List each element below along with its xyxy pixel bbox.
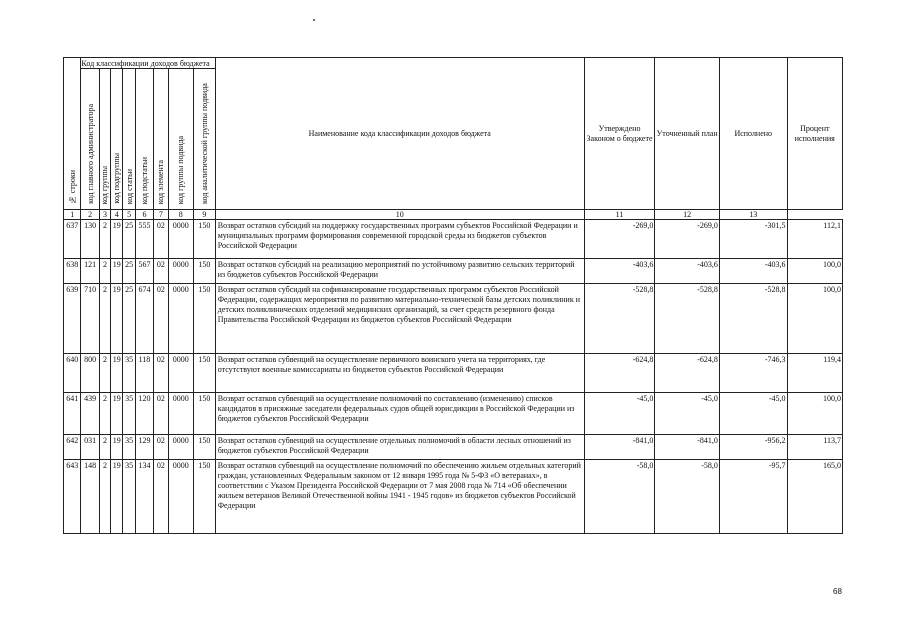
percent-value: 119,4 [787, 354, 842, 393]
code-element: 02 [154, 259, 168, 284]
header-code-admin: код главного администратора [81, 69, 99, 210]
revenue-name: Возврат остатков субвенций на осуществление полномочий по обеспечению жильем отдельных категорий граждан, установленных Федеральным законом от 12 января 1995 года № 5-ФЗ «О ветеранах», в соответствии с Указом Президента Российской Федерации от 7 мая 2008 года № 714 «Об обеспечении жильем ветеранов Великой Отечественной войны 1941 - 1945 годов» из бюджетов субъектов Российской Федерации [215, 460, 584, 534]
row-number: 643 [64, 460, 81, 534]
code-element: 02 [154, 460, 168, 534]
header-code-analytic: код аналитической группы подвида [194, 69, 216, 210]
code-admin: 130 [81, 220, 99, 259]
table-row [64, 259, 843, 284]
page-number: 68 [833, 587, 842, 596]
code-article: 25 [123, 220, 135, 259]
table-row [64, 354, 843, 393]
column-number: 10 [215, 210, 584, 220]
column-number: 9 [194, 210, 216, 220]
refined-value: -841,0 [655, 435, 720, 460]
code-group: 2 [99, 259, 110, 284]
code-subgroup: 19 [111, 220, 123, 259]
code-subarticle: 567 [135, 259, 153, 284]
code-article: 35 [123, 354, 135, 393]
code-analytic: 150 [194, 435, 216, 460]
code-group: 2 [99, 284, 110, 354]
column-number: 12 [655, 210, 720, 220]
row-number: 639 [64, 284, 81, 354]
code-admin: 710 [81, 284, 99, 354]
executed-value: -528,8 [719, 284, 787, 354]
code-admin: 121 [81, 259, 99, 284]
code-article: 35 [123, 435, 135, 460]
header-code-group: Код классификации доходов бюджета [81, 58, 215, 69]
refined-value: -269,0 [655, 220, 720, 259]
code-article: 25 [123, 259, 135, 284]
executed-value: -45,0 [719, 393, 787, 435]
row-number: 638 [64, 259, 81, 284]
code-admin: 800 [81, 354, 99, 393]
code-element: 02 [154, 220, 168, 259]
code-article: 25 [123, 284, 135, 354]
code-analytic: 150 [194, 460, 216, 534]
code-subgroup: 19 [111, 393, 123, 435]
code-subtype: 0000 [168, 460, 194, 534]
column-number: 11 [584, 210, 655, 220]
column-number: 13 [719, 210, 787, 220]
percent-value: 112,1 [787, 220, 842, 259]
table-row [64, 435, 843, 460]
refined-value: -528,8 [655, 284, 720, 354]
code-subtype: 0000 [168, 284, 194, 354]
percent-value: 100,0 [787, 393, 842, 435]
code-group: 2 [99, 393, 110, 435]
row-number: 640 [64, 354, 81, 393]
executed-value: -301,5 [719, 220, 787, 259]
revenue-name: Возврат остатков субсидий на софинансирование государственных программ субъектов Российской Федерации, содержащих мероприятия по развитию материально-технической базы детских поликлиник и детских поликлинических отделений медицинских организаций, за счет средств резервного фонда Правительства Российской Федерации из бюджетов субъектов Российской Федерации [215, 284, 584, 354]
percent-value: 100,0 [787, 284, 842, 354]
table-row [64, 393, 843, 435]
code-article: 35 [123, 393, 135, 435]
code-admin: 148 [81, 460, 99, 534]
approved-value: -528,8 [584, 284, 655, 354]
code-subgroup: 19 [111, 435, 123, 460]
revenue-name: Возврат остатков субсидий на реализацию мероприятий по устойчивому развитию сельских территорий из бюджетов субъектов Российской Федерации [215, 259, 584, 284]
column-number: 5 [123, 210, 135, 220]
code-element: 02 [154, 435, 168, 460]
revenue-name: Возврат остатков субвенций на осуществление отдельных полномочий в области лесных отношений из бюджетов субъектов Российской Федерации [215, 435, 584, 460]
approved-value: -269,0 [584, 220, 655, 259]
executed-value: -95,7 [719, 460, 787, 534]
code-subgroup: 19 [111, 259, 123, 284]
code-subgroup: 19 [111, 354, 123, 393]
scan-speck [313, 19, 315, 21]
header-code-subgroup: код подгруппы [111, 69, 123, 210]
header-code-subtype: код группы подвида [168, 69, 194, 210]
header-code-element: код элемента [154, 69, 168, 210]
refined-value: -45,0 [655, 393, 720, 435]
approved-value: -45,0 [584, 393, 655, 435]
code-article: 35 [123, 460, 135, 534]
code-group: 2 [99, 435, 110, 460]
code-element: 02 [154, 284, 168, 354]
percent-value: 100,0 [787, 259, 842, 284]
table-row [64, 284, 843, 354]
code-analytic: 150 [194, 393, 216, 435]
column-number: 3 [99, 210, 110, 220]
approved-value: -58,0 [584, 460, 655, 534]
table-row [64, 460, 843, 534]
executed-value: -956,2 [719, 435, 787, 460]
refined-value: -403,6 [655, 259, 720, 284]
revenue-name: Возврат остатков субсидий на поддержку государственных программ субъектов Российской Федерации и муниципальных программ формирования современной городской среды из бюджетов субъектов Российской Федерации [215, 220, 584, 259]
executed-value: -746,3 [719, 354, 787, 393]
code-subgroup: 19 [111, 460, 123, 534]
revenue-name: Возврат остатков субвенций на осуществление полномочий по составлению (изменению) списков кандидатов в присяжные заседатели федеральных судов общей юрисдикции в Российской Федерации из бюджетов субъектов Российской Федерации [215, 393, 584, 435]
code-element: 02 [154, 393, 168, 435]
column-number: 4 [111, 210, 123, 220]
code-group: 2 [99, 220, 110, 259]
code-subtype: 0000 [168, 354, 194, 393]
row-number: 641 [64, 393, 81, 435]
column-number: 1 [64, 210, 81, 220]
header-code-subarticle: код подстатьи [135, 69, 153, 210]
header-percent: Процент исполнения [787, 58, 842, 210]
approved-value: -624,8 [584, 354, 655, 393]
code-group: 2 [99, 460, 110, 534]
row-number: 637 [64, 220, 81, 259]
header-code-group-col: код группы [99, 69, 110, 210]
header-code-article: код статьи [123, 69, 135, 210]
code-admin: 031 [81, 435, 99, 460]
code-admin: 439 [81, 393, 99, 435]
code-analytic: 150 [194, 284, 216, 354]
code-subgroup: 19 [111, 284, 123, 354]
code-element: 02 [154, 354, 168, 393]
code-analytic: 150 [194, 259, 216, 284]
column-number: 8 [168, 210, 194, 220]
refined-value: -58,0 [655, 460, 720, 534]
column-number-row [64, 210, 843, 220]
code-subarticle: 555 [135, 220, 153, 259]
revenue-name: Возврат остатков субвенций на осуществление первичного воинского учета на территориях, где отсутствуют военные комиссариаты из бюджетов субъектов Российской Федерации [215, 354, 584, 393]
header-name: Наименование кода классификации доходов бюджета [215, 58, 584, 210]
header-executed: Исполнено [719, 58, 787, 210]
row-number: 642 [64, 435, 81, 460]
code-analytic: 150 [194, 354, 216, 393]
table-row [64, 220, 843, 259]
budget-revenue-table [63, 57, 843, 534]
column-number: 7 [154, 210, 168, 220]
code-subtype: 0000 [168, 220, 194, 259]
header-row-no: № строки [64, 58, 81, 210]
code-subarticle: 134 [135, 460, 153, 534]
header-approved: Утверждено Законом о бюджете [584, 58, 655, 210]
approved-value: -841,0 [584, 435, 655, 460]
code-subtype: 0000 [168, 435, 194, 460]
column-number: 6 [135, 210, 153, 220]
code-subarticle: 120 [135, 393, 153, 435]
code-subarticle: 129 [135, 435, 153, 460]
code-subtype: 0000 [168, 259, 194, 284]
percent-value: 113,7 [787, 435, 842, 460]
approved-value: -403,6 [584, 259, 655, 284]
code-subarticle: 674 [135, 284, 153, 354]
header-refined: Уточненный план [655, 58, 720, 210]
executed-value: -403,6 [719, 259, 787, 284]
percent-value: 165,0 [787, 460, 842, 534]
code-analytic: 150 [194, 220, 216, 259]
code-subtype: 0000 [168, 393, 194, 435]
column-number: 2 [81, 210, 99, 220]
refined-value: -624,8 [655, 354, 720, 393]
code-subarticle: 118 [135, 354, 153, 393]
code-group: 2 [99, 354, 110, 393]
